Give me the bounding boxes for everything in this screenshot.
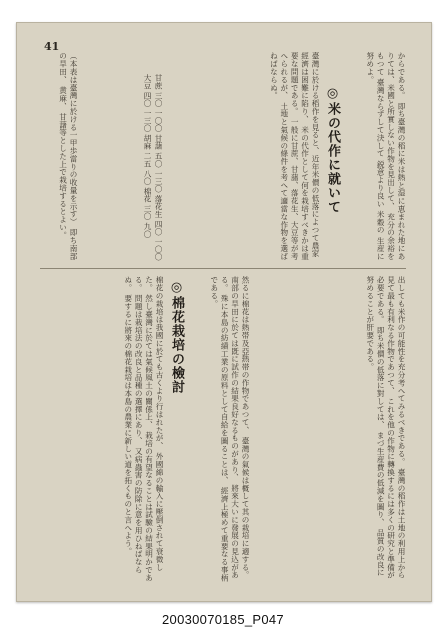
page-number: 41 (44, 40, 60, 53)
table-note-text: （本表は臺灣に於ける一甲歩當りの收量を示す） 即ち南部の旱田、 黄麻、 甘藷等とした上で栽培するとよい。 (58, 52, 78, 261)
heading-cotton-cultivation: ◎棉花栽培の檢討 (169, 280, 184, 394)
crop-yield-table: 甘蔗 三〇 一〇〇 甘藷 五〇 一三〇 落花生 四〇 一〇〇 大豆 四〇 一三〇 胡麻 二五 八〇 棉花 三〇 九〇 (143, 74, 163, 261)
heading-rice-substitute: ◎米の代作に就いて (325, 86, 340, 214)
bottom-left-text: 棉花の栽培は我國に於ても古くより行はれたが、 外國綿の輸入に壓倒されて衰微した。 然し臺灣に於ては氣候風土の關係上、 栽培の有望なることは試驗の結果明かである。 問題は栽培法の改良と品種の選擇にあり、 又病蟲害の防除に意を用ひねばならぬ。 要するに將來の棉花栽培は本島の農業に新しい道を拓くものと言へよう。 (123, 276, 164, 582)
top-middle-text: 臺灣に於ける稻作を見ると、近年米價の低落によつて農家經濟は困難に陷り、 米の代作として何を栽培すべきかは重要な問題である。 一般に甘蔗、甘藷、落花生、大豆等が考へられるが、 土地と氣候の條件を考へて適當な作物を選ばねばならぬ。 (269, 52, 320, 261)
image-caption: 20030070185_P047 (162, 612, 284, 627)
section-divider (40, 268, 406, 269)
top-right-text: からである。 即ち臺灣の稻に米は熱と湿に恵まれた地にあ りては、米國と所實しない作物を見出して、 充分の余裕をもつて 臺灣ならずして決して 鋭意より良い 米穀の 生産に努めよ。 (365, 52, 406, 261)
bottom-middle-text: 然るに棉花は熱帯及亞熱帯の作物であつて、 臺灣の氣候は概して其の栽培に適する。 南部の旱田に於ては既に試作の結果良好なるものがあり、 將來大いに發展の見込がある。 殊に本島の紡績工業の原料として自給を圖ることは、 經濟上極めて重要なる事柄である。 (209, 276, 250, 582)
bottom-right-text: 出しても米作の可能性を充分考へてみるべきである。 臺灣の稻作は土地の利用上から見て最も有利なる作物であつて、 これを他の作物に轉換するには多くの研究と準備が必要である。 即ち米價の低落に對しては、 まづ生産費の低減を圖り、 品質の改良に努めることが肝要である。 (365, 276, 406, 579)
